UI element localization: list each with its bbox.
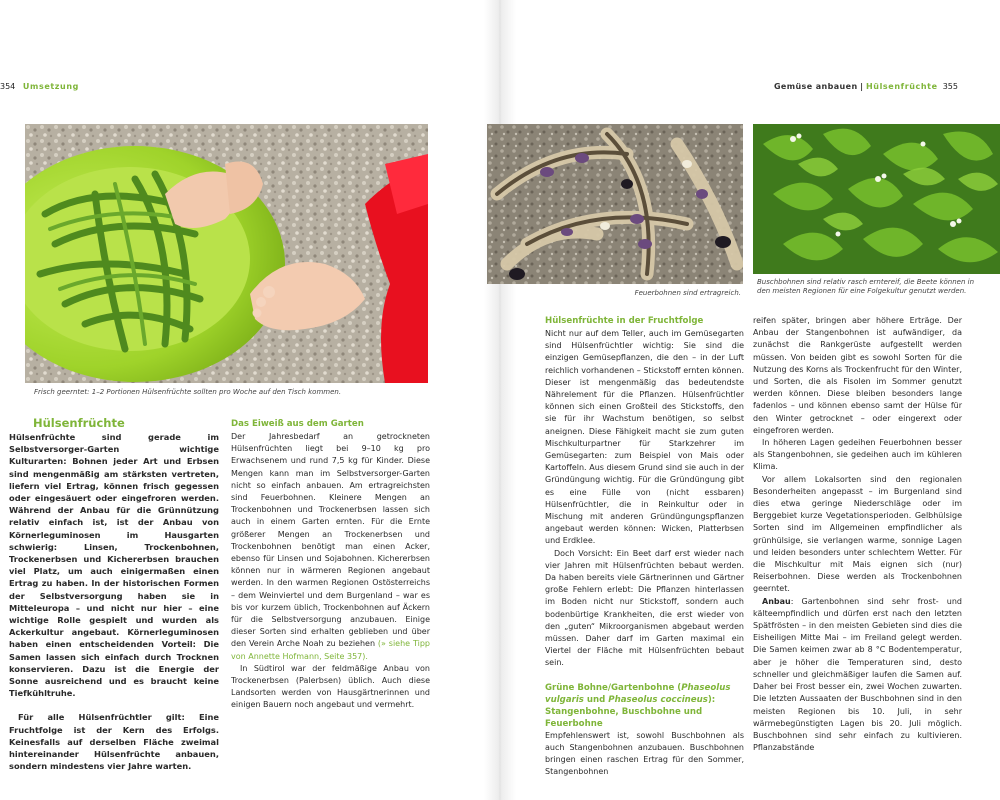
photo-buschbohnen-graphic bbox=[753, 124, 1000, 274]
column-3 bbox=[545, 315, 744, 779]
heading-gruene-bohne-line2 bbox=[545, 694, 744, 706]
col4-paragraph-2: In höheren Lagen gedeihen Feuerbohnen besser als Stangenbohnen, sie gedeihen auch im kühleren Klima. bbox=[753, 438, 962, 472]
heading-fruchtfolge: Hülsenfrüchte in der Fruchtfolge bbox=[545, 316, 704, 326]
left-header bbox=[0, 82, 79, 92]
photo-bean-harvest bbox=[25, 124, 428, 383]
buschbohnen-caption-line2: den meisten Regionen für eine Folgekultur genutzt werden. bbox=[757, 287, 967, 295]
column-4 bbox=[753, 315, 962, 754]
photo-buschbohnen bbox=[753, 124, 1000, 274]
heading-eiweiss: Das Eiweiß aus dem Garten bbox=[231, 419, 364, 429]
col1-paragraph-1: Hülsenfrüchte sind gerade im Selbstversorger-Garten wichtige Kulturarten: Bohnen jeder Art und Erbsen sind mengenmäßig am stärksten vertreten, liefern viel Ertrag, können frisch gegessen oder eingesäuert oder eingefroren werden. Während der Anbau für die Grünnützung relativ einfach ist, ist der Anbau von Körnerleguminosen im Hausgarten schwierig: Linsen, Trockenbohnen, Trockenerbsen und Kichererbsen brauchen viel Platz, um auch einigermaßen einen Ertrag zu haben. In der historischen Formen der Selbstversorgung haben sie in Mitteleuropa – und nicht nur hier – eine wichtige Rolle gespielt und wurden als Ackerkultur angebaut. Körnerleguminosen haben einen entscheidenden Vorteil: Die Samen lassen sich einfach durch Trocknen konservieren. Dazu ist die Energie der Sonne ausreichend und es braucht keine Tiefkühltruhe. bbox=[9, 432, 219, 699]
col1-paragraph-2: Für alle Hülsenfrüchtler gilt: Eine Fruchtfolge ist der Kern des Erfolgs. Keinesfalls auf derselben Fläche zweimal hintereinander Hülsenfrüchte anbauen, sondern mindestens vier Jahre warten. bbox=[9, 712, 219, 772]
heading-phaseolus: Phaseolus bbox=[681, 682, 731, 693]
heading-gruene-bohne-line1 bbox=[545, 682, 744, 694]
col3-paragraph-1: Nicht nur auf dem Teller, auch im Gemüsegarten sind Hülsenfrüchtler wichtig: Sie sind die einzigen Gemüsepflanzen, die den – in der Luft reichlich vorhandenen – Stickstoff ernten können. Dieser ist mengenmäßig das bedeutendste Nährelement für die Pflanzen. Hülsenfrüchtler können sich einen Großteil des Stickstoffs, den sie für ihr Wachstum benötigen, so selbst aneignen. Diese Fähigkeit macht sie zum guten Mischkulturpartner für Starkzehrer im Gemüsegarten: zum Beispiel von Mais oder Kartoffeln. Aus diesem Grund sind sie auch in der Gründüngung wichtig. Für die Gründüngung gibt es eine Fülle von (nicht essbaren) Hülsenfrüchtler, die in Reinkultur oder in Mischung mit anderen Gründüngungspflanzen angebaut werden können: Wicken, Platterbsen und Erdklee. bbox=[545, 329, 744, 546]
photo-feuerbohnen bbox=[487, 124, 743, 284]
main-photo-caption: Frisch geerntet: 1–2 Portionen Hülsenfrüchte sollten pro Woche auf den Tisch kommen. bbox=[34, 388, 342, 396]
left-page-number: 354 bbox=[0, 82, 16, 91]
heading-gruene-bohne-line3: Stangenbohne, Buschbohne und Feuerbohne bbox=[545, 706, 703, 729]
col4-paragraph-1: reifen später, bringen aber höhere Erträge. Der Anbau der Stangenbohnen ist aufwändiger, da zunächst die Rankgerüste aufgestellt werden müssen. Von beiden gibt es sowohl Sorten für die Nutzung des Korns als Trockenfrucht für den Winter, und Sorten, die als Fisolen im Sommer genutzt werden können. Diese bleiben besonders lange fadenlos – und können ebenso samt der Hülse für den Winter getrocknet – oder eingerext oder eingefroren werden. bbox=[753, 316, 962, 435]
photo-feuerbohnen-graphic bbox=[487, 124, 743, 284]
photo-bean-harvest-graphic bbox=[25, 124, 428, 383]
col2-paragraph-1-text: Der Jahresbedarf an getrockneten Hülsenfrüchten liegt bei 9–10 kg pro Erwachsenem und rund 7,5 kg für Kinder. Diese Mengen kann man im Selbstversorger-Garten nicht so einfach anbauen. Am ertragreichsten sind Feuerbohnen. Kleinere Mengen an Trockenbohnen und Trockenerbsen lassen sich auch in einem Garten ernten. Für die Ernte größerer Mengen an Trockenerbsen und Trockenbohnen benötigt man einen Acker, ebenso für Linsen und Sojabohnen. Kichererbsen können nur in wärmeren Regionen angebaut werden. In den warmen Regionen Ostösterreichs – dem Weinviertel und dem Burgenland – war es bis vor kurzem üblich, Trockenbohnen auf Äckern für die Selbstversorgung anzubauen. Einige dieser Sorten sind erhalten geblieben und über den Verein Arche Noah zu beziehen bbox=[231, 432, 430, 649]
right-subsection-label: Hülsenfrüchte bbox=[866, 82, 938, 91]
column-2 bbox=[231, 418, 430, 712]
feuerbohnen-caption: Feuerbohnen sind ertragreich. bbox=[634, 289, 741, 297]
left-section-label: Umsetzung bbox=[22, 82, 79, 91]
header-separator: | bbox=[860, 82, 864, 91]
col4-paragraph-3: Vor allem Lokalsorten sind den regionalen Besonderheiten angepasst – im Burgenland sind dies etwa geringe Niederschläge oder im Berggebiet kurze Vegetationsperioden. Gelbhülsige Sorten sind im Allgemeinen empfindlicher als grünhülsige, sie verlangen warme, sonnige Lagen und leiden besonders unter schlechtem Wetter. Für die Mischkultur mit Mais eignen sich (nur) Reiserbohnen. Diese werden als Trockenbohnen geerntet. bbox=[753, 474, 962, 594]
buschbohnen-caption-line1: Buschbohnen sind relativ rasch erntereif, die Beete können in bbox=[757, 278, 974, 286]
col3-paragraph-3: Empfehlenswert ist, sowohl Buschbohnen als auch Stangenbohnen anzubauen. Buschbohnen bringen einen raschen Ertrag für den Sommer, Stangenbohnen bbox=[545, 730, 744, 777]
heading-vulgaris: vulgaris bbox=[545, 694, 584, 705]
col2-paragraph-1 bbox=[231, 431, 430, 663]
heading-huelsenfruechte: Hülsenfrüchte bbox=[33, 416, 125, 430]
book-gutter bbox=[484, 0, 516, 800]
heading-gruene-bohne bbox=[545, 682, 744, 730]
col4-paragraph-4-text: : Gartenbohnen sind sehr frost- und kälteempfindlich und dürfen erst nach den letzten Spätfrösten – in den meisten Gebieten sind dies die Eisheiligen Mitte Mai – im Freiland gelegt werden. Die Samen keimen zwar ab 8 °C Bodentemperatur, aber je höher die Temperaturen sind, desto schneller und gleichmäßiger laufen die Samen auf. Daher bei Frost besser ein, zwei Wochen zuwarten. Die letzten Aussaaten der Buschbohnen sind in den meisten Regionen bis 10. Juli, in sehr wärmebegünstigten Lagen bis 20. Juli möglich. Buschbohnen sind sehr einfach zu kultivieren. Pflanzabstände bbox=[753, 596, 962, 753]
col4-paragraph-4 bbox=[753, 596, 962, 755]
right-header bbox=[774, 82, 958, 92]
anbau-label: Anbau bbox=[762, 596, 791, 606]
right-page-number: 355 bbox=[942, 82, 958, 91]
tip-link[interactable]: (» siehe Tipp von Annette Hofmann, Seite 357). bbox=[231, 639, 430, 661]
heading-gruene-bohne-pre: Grüne Bohne/Gartenbohne ( bbox=[545, 682, 682, 693]
buschbohnen-caption bbox=[757, 278, 997, 296]
col2-paragraph-2: In Südtirol war der feldmäßige Anbau von Trockenerbsen (Palerbsen) üblich. Auch diese Landsorten werden von Hausgärtnerinnen und einigen Bauern noch angebaut und vermehrt. bbox=[231, 663, 430, 710]
heading-close: ): bbox=[707, 694, 716, 705]
heading-und: und bbox=[583, 694, 609, 705]
col3-paragraph-2: Doch Vorsicht: Ein Beet darf erst wieder nach vier Jahren mit Hülsenfrüchten bebaut werden. Da haben bereits viele Gärtnerinnen und Gärtner große Fehlern erlebt: Die Pflanzen hinterlassen im Boden nicht nur Stickstoff, sondern auch bodenbürtige Krankheiten, die erst wieder von den „guten“ Mikroorganismen abgebaut werden müssen. Daher darf im Garten maximal ein Viertel der Fläche mit Hülsenfrüchten bebaut sein. bbox=[545, 548, 744, 668]
heading-coccineus: Phaseolus coccineus bbox=[608, 694, 708, 705]
column-1 bbox=[9, 416, 219, 772]
right-section-label: Gemüse anbauen bbox=[773, 82, 858, 91]
